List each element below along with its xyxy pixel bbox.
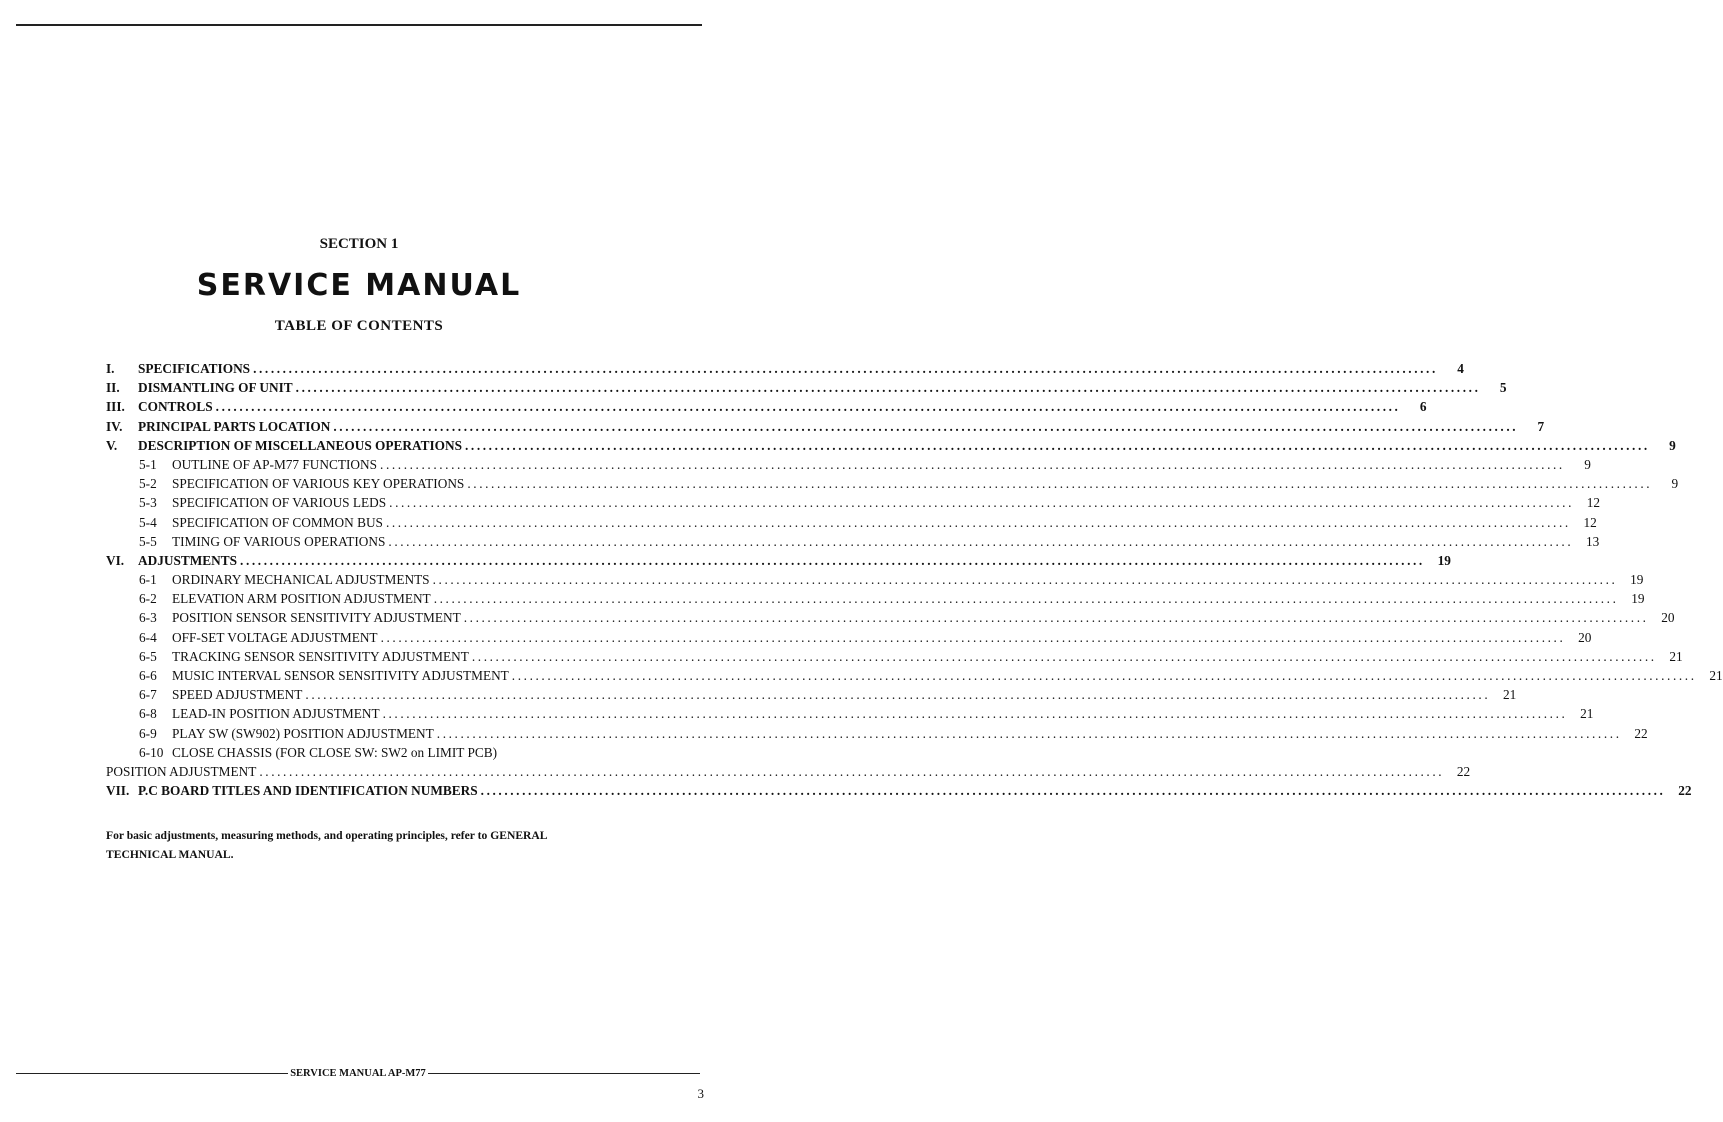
toc-entry [106,589,1645,608]
toc-entry [106,647,1683,666]
toc-entry-page: 22 [1456,763,1471,779]
toc-leader-dots: ........................................................................................................................................................................................................ [467,476,1653,492]
toc-entry-page: 5 [1499,380,1507,396]
reference-note: For basic adjustments, measuring methods, and operating principles, refer to GENERAL TECHNICAL MANUAL. [106,829,547,861]
toc-entry [106,474,1679,493]
toc-entry [106,417,1545,436]
toc-entry-page: 12 [1583,514,1597,530]
toc-leader-dots: ........................................................................................................................................................................................................ [385,514,1571,530]
toc-entry-label: SPECIFICATIONS [138,359,253,378]
toc-entry-label: SPECIFICATION OF VARIOUS LEDS [172,493,389,512]
toc-entry [106,551,1451,570]
section-label: SECTION 1 [319,236,399,252]
toc-entry [106,781,1692,800]
toc-entry-number: 6-3 [139,610,157,626]
toc-entry-number: 5-5 [139,533,157,549]
toc-entry-label: ORDINARY MECHANICAL ADJUSTMENTS [172,570,433,589]
toc-entry [106,704,1594,723]
toc-entry [106,666,1723,685]
toc-entry-number: 5-4 [139,514,157,530]
toc-leader-dots: ........................................................................................................................................................................................................ [433,591,1619,607]
toc-entry [106,359,1464,378]
toc-entry-number: 5-2 [139,476,157,492]
toc-entry [106,628,1592,647]
toc-leader-dots: ........................................................................................................................................................................................................ [333,418,1519,434]
toc-entry-label: POSITION ADJUSTMENT [106,762,259,781]
toc-entry-number: 6-10 [139,744,164,760]
toc-leader-dots: ........................................................................................................................................................................................................ [240,552,1425,568]
footer-rule-right [428,1073,700,1074]
toc-entry-label: OUTLINE OF AP-M77 FUNCTIONS [172,455,380,474]
toc-entry-label: TRACKING SENSOR SENSITIVITY ADJUSTMENT [172,647,472,666]
toc-entry [106,743,616,762]
toc-leader-dots: ........................................................................................................................................................................................................ [295,380,1481,396]
toc-entry-page: 21 [1669,648,1683,664]
toc-entry-number: 6-4 [139,629,157,645]
toc-leader-dots: ........................................................................................................................................................................................................ [432,572,1618,588]
toc-leader-dots: ........................................................................................................................................................................................................ [259,763,1445,779]
toc-entry-page: 6 [1419,399,1427,415]
toc-entry-page: 21 [1709,668,1723,683]
toc-entry [106,608,1675,627]
toc-entry-label: ADJUSTMENTS [138,551,240,570]
toc-entry-page: 19 [1437,552,1451,568]
top-rule [16,24,702,26]
toc-leader-dots: ........................................................................................................................................................................................................ [480,783,1666,799]
table-of-contents [106,359,1723,800]
toc-entry [106,724,1648,743]
toc-leader-dots: ........................................................................................................................................................................................................ [253,361,1438,376]
toc-entry [106,762,1471,781]
toc-entry-page: 21 [1580,706,1594,722]
toc-entry-page: 20 [1661,610,1675,626]
footer-title: SERVICE MANUAL AP-M77 [290,1068,426,1079]
toc-entry-number: 6-8 [139,706,157,722]
toc-entry-number: 6-2 [139,591,157,607]
toc-entry [106,455,1591,474]
toc-entry-number: 6-1 [139,572,157,588]
page-title: SERVICE MANUAL [196,268,522,303]
toc-entry [106,685,1517,704]
toc-entry-page: 13 [1585,533,1600,549]
toc-entry-number: III. [106,399,125,415]
toc-entry-page: 21 [1502,687,1517,703]
toc-entry [106,570,1644,589]
toc-entry-label: LEAD-IN POSITION ADJUSTMENT [172,704,383,723]
toc-leader-dots: ........................................................................................................................................................................................................ [463,610,1649,626]
toc-entry-number: IV. [106,418,123,434]
toc-leader-dots: ........................................................................................................................................................................................................ [388,533,1574,549]
toc-leader-dots: ........................................................................................................................................................................................................ [380,629,1566,645]
toc-entry [106,397,1427,416]
toc-entry-page: 9 [1669,437,1676,453]
toc-entry-number: 6-9 [139,725,157,741]
toc-entry-label: DESCRIPTION OF MISCELLANEOUS OPERATIONS [138,436,465,455]
toc-entry-label: MUSIC INTERVAL SENSOR SENSITIVITY ADJUSTMENT [172,666,512,685]
toc-entry [106,513,1597,532]
toc-leader-dots: ........................................................................................................................................................................................................ [215,399,1401,415]
toc-entry-page: 22 [1678,783,1692,799]
toc-entry-page: 20 [1578,629,1592,645]
toc-entry-label: CONTROLS [138,397,216,416]
toc-entry-number: 5-1 [139,456,157,472]
toc-entry-page: 19 [1631,591,1645,607]
toc-entry-label: SPEED ADJUSTMENT [172,685,305,704]
toc-entry-number: 6-7 [139,687,157,703]
toc-leader-dots: ........................................................................................................................................................................................................ [389,495,1574,511]
toc-entry-number: 6-6 [139,668,157,683]
toc-leader-dots: ........................................................................................................................................................................................................ [511,668,1697,683]
toc-entry-number: II. [106,380,120,396]
toc-leader-dots: ........................................................................................................................................................................................................ [464,437,1650,453]
toc-entry [106,378,1507,397]
toc-leader-dots: ........................................................................................................................................................................................................ [305,687,1491,703]
toc-leader-dots: ........................................................................................................................................................................................................ [380,456,1565,472]
toc-entry-page: 22 [1634,725,1648,741]
page-number: 3 [697,1086,704,1101]
toc-entry-number: I. [106,361,115,376]
toc-entry-label: TIMING OF VARIOUS OPERATIONS [172,532,388,551]
toc-entry-number: V. [106,437,118,453]
toc-leader-dots: ........................................................................................................................................................................................................ [471,648,1657,664]
toc-entry-label: SPECIFICATION OF VARIOUS KEY OPERATIONS [172,474,467,493]
toc-entry-label: P.C BOARD TITLES AND IDENTIFICATION NUMBERS [138,781,481,800]
toc-entry-page: 7 [1537,418,1545,434]
toc-entry-page: 19 [1630,572,1644,588]
toc-title: TABLE OF CONTENTS [274,318,444,334]
toc-entry-label: CLOSE CHASSIS (FOR CLOSE SW: SW2 on LIMIT PCB) [172,743,500,762]
toc-entry [106,532,1600,551]
toc-entry-label: POSITION SENSOR SENSITIVITY ADJUSTMENT [172,608,464,627]
toc-entry-number: 6-5 [139,648,157,664]
toc-entry-label: PLAY SW (SW902) POSITION ADJUSTMENT [172,724,437,743]
toc-entry-page: 9 [1671,476,1679,492]
toc-leader-dots: ........................................................................................................................................................................................................ [436,725,1622,741]
toc-entry [106,436,1676,455]
toc-entry-label: DISMANTLING OF UNIT [138,378,296,397]
toc-entry [106,493,1600,512]
toc-entry-number: VII. [106,783,130,799]
toc-entry-number: VI. [106,552,125,568]
footer-rule-left [16,1073,288,1074]
toc-entry-number: 5-3 [139,495,157,511]
toc-entry-page: 9 [1584,456,1591,472]
toc-entry-page: 4 [1457,361,1464,376]
toc-leader-dots: ........................................................................................................................................................................................................ [382,706,1568,722]
toc-entry-label: PRINCIPAL PARTS LOCATION [138,417,333,436]
toc-entry-label: ELEVATION ARM POSITION ADJUSTMENT [172,589,434,608]
toc-entry-label: SPECIFICATION OF COMMON BUS [172,513,386,532]
footer [16,1068,700,1079]
toc-entry-label: OFF-SET VOLTAGE ADJUSTMENT [172,628,381,647]
toc-entry-page: 12 [1586,495,1600,511]
